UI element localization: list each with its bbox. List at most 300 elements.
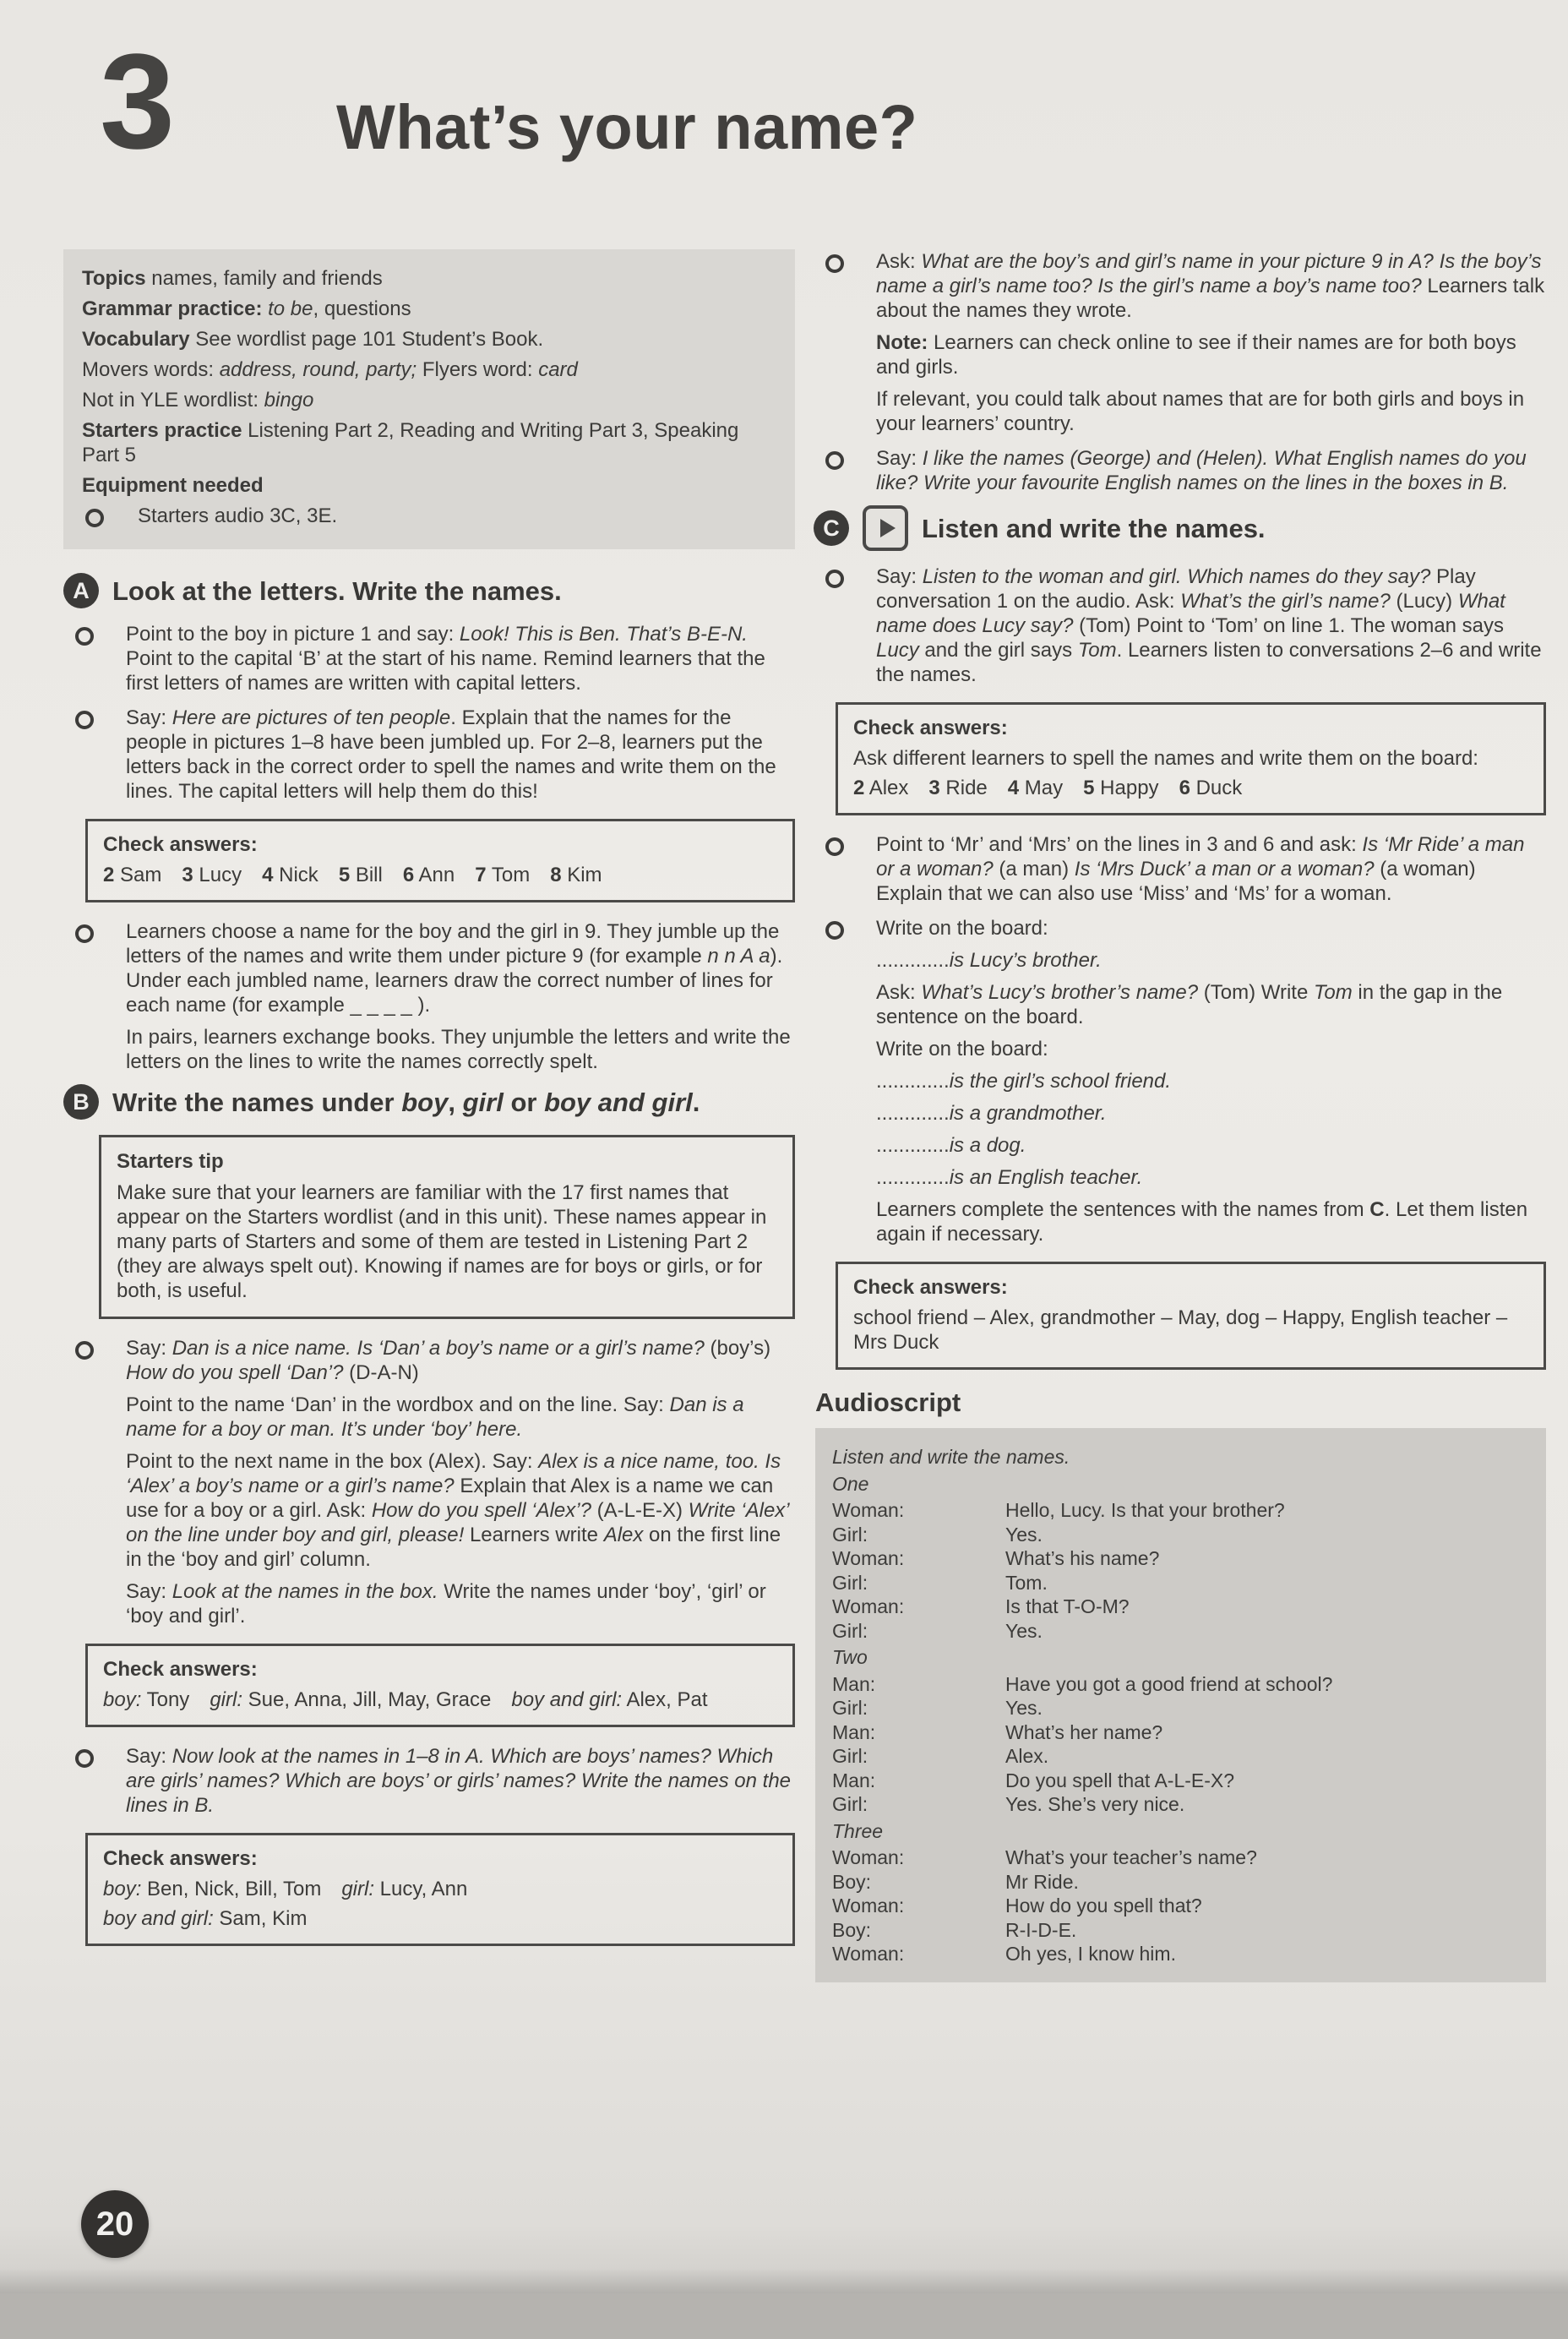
text-segment: Movers words: (82, 358, 220, 381)
text-segment: school friend – Alex, grandmother – May, dog – Happy, English teacher – Mrs Duck (853, 1306, 1508, 1354)
text-segment: Ask different learners to spell the names and write them on the board: (853, 747, 1478, 770)
text-segment: is a grandmother. (949, 1102, 1107, 1125)
bullet-icon (825, 837, 844, 856)
audioscript-speaker: Girl: (832, 1571, 868, 1594)
paragraph (876, 249, 1546, 323)
text-segment: Sue, Anna, Jill, May, Grace (242, 1688, 512, 1711)
bullet-item (63, 706, 795, 804)
text-segment: Ann (414, 864, 476, 886)
text-segment: . Let them listen again if necessary. (876, 1198, 1528, 1246)
paragraph (876, 1101, 1546, 1126)
bullet-item (814, 832, 1546, 906)
left-column (63, 249, 795, 1963)
paragraph (876, 832, 1546, 906)
bullet-icon (825, 921, 844, 940)
audioscript-text: Alex. (1005, 1745, 1049, 1767)
info-line-text (82, 267, 383, 290)
audioscript-text: What’s his name? (1005, 1547, 1160, 1569)
text-segment: (D-A-N) (343, 1361, 419, 1384)
text-segment: Listening Part 2, Reading and Writing Part 3, Speaking Part 5 (82, 419, 739, 466)
paragraph (117, 1180, 777, 1303)
bullet-icon (75, 627, 94, 646)
text-segment: names, family and friends (145, 267, 383, 290)
text-segment: Say: (876, 565, 923, 588)
page-number-badge (81, 2190, 149, 2258)
page-title: What’s your name? (336, 92, 918, 162)
text-segment: card (538, 358, 578, 381)
text-segment: Lucy, Ann (374, 1878, 468, 1900)
check-answers-line (853, 746, 1528, 771)
bullet-item (814, 564, 1546, 687)
text-segment: 6 (1179, 777, 1190, 799)
audioscript-text: Do you spell that A-L-E-X? (1005, 1769, 1235, 1791)
text-segment: in the gap in the sentence on the board. (876, 981, 1503, 1028)
text-segment: address, round, party; (219, 358, 417, 381)
text-segment: C (1369, 1198, 1385, 1221)
text-segment: Say: (126, 1745, 172, 1768)
check-answers-box (836, 702, 1546, 815)
check-answers-box (85, 819, 795, 902)
audioscript-line (832, 1595, 1529, 1618)
text-segment: What’s the girl’s name? (1180, 590, 1391, 613)
info-line (82, 297, 775, 321)
text-segment: (A-L-E-X) (591, 1499, 689, 1522)
audioscript-line (832, 1547, 1529, 1570)
bullet-body (126, 706, 795, 804)
text-segment: bingo (264, 389, 314, 412)
audioscript-speaker: Girl: (832, 1523, 868, 1546)
paragraph (876, 1037, 1546, 1061)
text-segment: to be (268, 297, 313, 320)
text-segment: Dan is a nice name. Is ‘Dan’ a boy’s name or a girl’s name? (172, 1337, 705, 1360)
check-answers-line (853, 1306, 1528, 1355)
check-answers-box (85, 1833, 795, 1946)
audioscript-stage-direction: Two (832, 1646, 868, 1668)
section-heading-A (63, 573, 795, 608)
audioscript-stage-direction: One (832, 1472, 869, 1495)
text-segment: (Lucy) (1390, 590, 1458, 613)
audioscript-text: Yes. (1005, 1697, 1043, 1719)
text-segment: (Tom) Write (1198, 981, 1314, 1004)
text-segment: , questions (313, 297, 411, 320)
text-segment: How do you spell ‘Dan’? (126, 1361, 344, 1384)
audioscript-line (832, 1620, 1529, 1643)
text-segment: Flyers word: (416, 358, 539, 381)
unit-info-box (63, 249, 795, 549)
section-b-badge: B (63, 1084, 99, 1120)
text-segment: 3 (182, 864, 193, 886)
info-line-text (82, 419, 738, 466)
paragraph (126, 622, 795, 695)
audioscript-line (832, 1846, 1529, 1869)
text-segment: Note: (876, 331, 928, 354)
audioscript-text: Is that T-O-M? (1005, 1595, 1130, 1617)
check-answers-line (103, 863, 777, 887)
audioscript-text: Oh yes, I know him. (1005, 1943, 1176, 1965)
audioscript-text: Tom. (1005, 1571, 1048, 1594)
text-segment: ............. (876, 949, 950, 972)
text-segment: ............. (876, 1166, 950, 1189)
info-line-text (82, 297, 411, 320)
text-segment: Ride (939, 777, 1008, 799)
text-segment: Alex (864, 777, 929, 799)
section-heading-text (112, 575, 562, 606)
text-segment: Tony (141, 1688, 210, 1711)
paragraph (876, 1133, 1546, 1158)
audioscript-line (832, 1524, 1529, 1546)
text-segment: 5 (338, 864, 351, 886)
text-segment: Kim (561, 864, 602, 886)
audioscript-text: Have you got a good friend at school? (1005, 1672, 1333, 1695)
audioscript-text: What’s her name? (1005, 1720, 1163, 1743)
text-segment: boy and girl (544, 1087, 693, 1117)
paragraph (876, 387, 1546, 436)
text-segment: Sam, Kim (213, 1907, 308, 1930)
audioscript-text: R-I-D-E. (1005, 1918, 1077, 1941)
text-segment: Write on the board: (876, 1038, 1048, 1060)
text-segment: Write the names under (112, 1087, 402, 1117)
text-segment: Write the names under ‘boy’, ‘girl’ or ‘boy and girl’. (126, 1580, 766, 1627)
paragraph (126, 1336, 795, 1385)
audioscript-speaker: Man: (832, 1769, 876, 1791)
audioscript-speaker: Woman: (832, 1943, 905, 1965)
text-segment: (Tom) Point to ‘Tom’ on line 1. The woman says (1073, 614, 1505, 637)
audioscript-speaker: Girl: (832, 1697, 868, 1719)
audioscript-box (815, 1428, 1546, 1982)
text-segment: and the girl says (918, 639, 1078, 662)
audioscript-line (832, 1919, 1529, 1942)
text-segment: Say: (876, 447, 923, 470)
bullet-icon (825, 451, 844, 470)
info-line (82, 388, 775, 412)
text-segment: Starters audio 3C, 3E. (138, 504, 338, 527)
section-c-badge: C (814, 510, 849, 546)
audioscript-stage-direction: Three (832, 1819, 884, 1842)
text-segment: Bill (350, 864, 403, 886)
text-segment: Tom (1313, 981, 1353, 1004)
audioscript-speaker: Girl: (832, 1745, 868, 1767)
audioscript-line (832, 1943, 1529, 1966)
section-a-badge: A (63, 573, 99, 608)
text-segment: Lucy (193, 864, 263, 886)
text-segment: . (692, 1087, 700, 1117)
bullet-item (63, 1336, 795, 1628)
text-segment: (boy’s) (704, 1337, 771, 1360)
text-segment: Point to the boy in picture 1 and say: (126, 623, 460, 646)
section-heading-text (922, 513, 1266, 543)
text-segment: I like the names (George) and (Helen). What English names do you like? Write your favourite English names on the lines in the boxes in B. (876, 447, 1527, 494)
audioscript-text: Hello, Lucy. Is that your brother? (1005, 1499, 1285, 1521)
text-segment: Is ‘Mrs Duck’ a man or a woman? (1074, 858, 1375, 881)
text-segment: ............. (876, 1102, 950, 1125)
text-segment: girl (462, 1087, 504, 1117)
audioscript-speaker: Woman: (832, 1595, 905, 1617)
audioscript-speaker: Girl: (832, 1619, 868, 1642)
audioscript-line (832, 1572, 1529, 1595)
text-segment: Ben, Nick, Bill, Tom (141, 1878, 342, 1900)
text-segment: is Lucy’s brother. (949, 949, 1102, 972)
text-segment: Write ‘Alex’ on the line under boy and girl, please! (126, 1499, 789, 1546)
text-segment: (a man) (993, 858, 1075, 881)
text-segment: (a woman) Explain that we can also use ‘Miss’ and ‘Ms’ for a woman. (876, 858, 1476, 905)
text-segment: In pairs, learners exchange books. They unjumble the letters and write the letters on the lines to write the names correctly spelt. (126, 1026, 791, 1073)
audioscript-text: Yes. (1005, 1619, 1043, 1642)
info-line-text (82, 358, 578, 381)
bullet-icon (85, 509, 104, 527)
section-heading-C (814, 505, 1546, 551)
text-segment: Vocabulary (82, 328, 190, 351)
check-answers-line (103, 1877, 777, 1901)
audioscript-line (832, 1871, 1529, 1894)
info-line (82, 473, 775, 498)
text-segment: If relevant, you could talk about names that are for both girls and boys in your learners’ country. (876, 388, 1525, 435)
audioscript-text: How do you spell that? (1005, 1895, 1202, 1916)
text-segment: Say: (126, 706, 172, 729)
text-segment: Play conversation 1 on the audio. Ask: (876, 565, 1476, 613)
text-segment: 6 (402, 864, 415, 886)
info-line (82, 504, 775, 528)
paragraph (876, 916, 1546, 941)
text-segment: . Learners listen to conversations 2–6 and write the names. (876, 639, 1542, 686)
paragraph (876, 564, 1546, 687)
text-segment: Point to ‘Mr’ and ‘Mrs’ on the lines in 3 and 6 and ask: (876, 833, 1363, 856)
info-line-text (82, 328, 543, 351)
audioscript-heading: Audioscript (815, 1388, 961, 1417)
text-segment: See wordlist page 101 Student’s Book. (189, 328, 544, 351)
check-answers-title: Check answers: (853, 1276, 1008, 1299)
text-segment: Topics (82, 267, 146, 290)
text-segment: Point to the name ‘Dan’ in the wordbox and on the line. Say: (126, 1393, 670, 1416)
text-segment: Not in YLE wordlist: (82, 389, 264, 412)
text-segment: ............. (876, 1134, 950, 1157)
text-segment: Learners choose a name for the boy and the girl in 9. They jumble up the letters of the names and write them under picture 9 (for example (126, 920, 780, 968)
audioscript-speaker: Woman: (832, 1895, 905, 1916)
bullet-icon (75, 1341, 94, 1360)
check-answers-box (836, 1262, 1546, 1370)
text-segment: Grammar practice: (82, 297, 263, 320)
check-answers-box (85, 1644, 795, 1727)
audioscript-text: Yes. (1005, 1523, 1043, 1546)
section-heading-text (112, 1087, 700, 1117)
check-answers-line (103, 1906, 777, 1931)
bullet-item (63, 1744, 795, 1818)
audioscript-line (832, 1769, 1529, 1792)
text-segment: Now look at the names in 1–8 in A. Which are boys’ names? Which are girls’ names? Which are boys’ or girls’ names? Write the names on the lines in B. (126, 1745, 792, 1817)
text-segment: Sam (114, 864, 182, 886)
audioscript-line (832, 1895, 1529, 1917)
text-segment: is the girl’s school friend. (949, 1070, 1172, 1093)
check-answers-line (103, 1687, 777, 1712)
text-segment: is an English teacher. (949, 1166, 1143, 1189)
paragraph (126, 1025, 795, 1074)
unit-number: 3 (100, 25, 172, 177)
text-segment: girl: (210, 1688, 242, 1711)
text-segment: Listen to the woman and girl. Which names do they say? (922, 565, 1431, 588)
play-triangle-icon (880, 519, 896, 537)
text-segment: Learners write (464, 1524, 604, 1546)
text-segment: Tom (1077, 639, 1117, 662)
text-segment: or (503, 1087, 545, 1117)
bullet-item (63, 919, 795, 1074)
text-segment: on the first line in the ‘boy and girl’ column. (126, 1524, 781, 1571)
bullet-body (876, 446, 1546, 495)
paragraph (126, 1393, 795, 1442)
text-segment: What name does Lucy say? (876, 590, 1505, 637)
check-answers-line (853, 776, 1528, 800)
info-line (82, 418, 775, 467)
text-segment: Here are pictures of ten people (172, 706, 451, 729)
check-answers-title: Check answers: (103, 833, 258, 856)
audioscript-speaker: Girl: (832, 1793, 868, 1815)
text-segment: 4 (1007, 777, 1020, 799)
text-segment: Dan is a name for a boy or man. It’s under ‘boy’ here. (126, 1393, 744, 1441)
text-segment: 4 (262, 864, 274, 886)
audioscript-speaker: Boy: (832, 1918, 872, 1941)
text-segment: 7 (475, 864, 487, 886)
text-segment: is a dog. (949, 1134, 1026, 1157)
text-segment: 8 (550, 864, 562, 886)
info-line (82, 327, 775, 352)
right-column (814, 249, 1546, 1982)
audioscript-text: What’s your teacher’s name? (1005, 1846, 1257, 1868)
audioscript-stage-direction: Listen and write the names. (832, 1446, 1070, 1468)
text-segment: Happy (1094, 777, 1179, 799)
audioscript-speaker: Woman: (832, 1846, 905, 1868)
text-segment: boy: (103, 1688, 142, 1711)
bullet-body (876, 916, 1546, 1246)
bullet-body (126, 919, 795, 1074)
text-segment: , (448, 1087, 463, 1117)
text-segment: Tom (486, 864, 551, 886)
info-line-text (82, 389, 313, 412)
text-segment: boy and girl: (511, 1688, 623, 1711)
text-segment: Write on the board: (876, 917, 1048, 940)
bullet-body (126, 622, 795, 695)
text-segment: Look at the names in the box. (172, 1580, 438, 1603)
paragraph (126, 1579, 795, 1628)
text-segment: Duck (1190, 777, 1243, 799)
bullet-icon (825, 254, 844, 273)
paragraph (876, 1197, 1546, 1246)
bullet-icon (75, 711, 94, 729)
text-segment: Say: (126, 1337, 172, 1360)
text-segment: 5 (1083, 777, 1095, 799)
paragraph (876, 330, 1546, 379)
text-segment: boy and girl: (103, 1907, 214, 1930)
paragraph (876, 1069, 1546, 1093)
bullet-item (814, 446, 1546, 495)
paragraph (876, 948, 1546, 973)
audioscript-line (832, 1673, 1529, 1696)
bullet-body (876, 249, 1546, 436)
starters-tip-box (99, 1135, 795, 1319)
text-segment: Listen and write the names. (922, 513, 1266, 543)
text-segment: Look at the letters. Write the names. (112, 575, 562, 606)
audioscript-speaker: Woman: (832, 1499, 905, 1521)
audioscript-line (832, 1745, 1529, 1768)
info-line-text (138, 504, 337, 528)
section-heading-B (63, 1084, 795, 1120)
audioscript-speaker: Boy: (832, 1870, 872, 1893)
text-segment: What are the boy’s and girl’s name in your picture 9 in A? Is the boy’s name a girl’s name too? Is the girl’s name a boy’s name too? (876, 250, 1542, 297)
text-segment: Explain that Alex is a name we can use for a boy or a girl. Ask: (126, 1475, 774, 1522)
text-segment: What’s Lucy’s brother’s name? (921, 981, 1199, 1004)
text-segment: Lucy (876, 639, 919, 662)
text-segment: Equipment needed (82, 474, 264, 497)
text-segment: Alex, Pat (622, 1688, 708, 1711)
text-segment: Look! This is Ben. That’s B-E-N. (459, 623, 748, 646)
text-segment: Say: (126, 1580, 172, 1603)
paragraph (876, 980, 1546, 1029)
text-segment: 2 (103, 864, 115, 886)
bullet-icon (75, 924, 94, 943)
text-segment: Make sure that your learners are familiar with the 17 first names that appear on the Starters wordlist (and in this unit). These names appear in many parts of Starters and some of them are tested in Listening Part 2 (they are always spelt out). Knowing if names are for boys or girls, or for both, is useful. (117, 1181, 767, 1302)
paragraph (126, 919, 795, 1017)
content-columns (63, 249, 1546, 1982)
bullet-item (63, 622, 795, 695)
text-segment: boy: (103, 1878, 142, 1900)
text-segment: . Explain that the names for the people in pictures 1–8 have been jumbled up. For 2–8, learners put the letters back in the correct order to spell the names and write them on the lines. The capital letters will help them do this! (126, 706, 776, 803)
check-answers-title: Check answers: (103, 1658, 258, 1681)
bullet-body (876, 564, 1546, 687)
audioscript-line (832, 1499, 1529, 1522)
check-answers-title: Check answers: (103, 1847, 258, 1870)
bullet-body (126, 1336, 795, 1628)
bullet-icon (75, 1749, 94, 1768)
audioscript-line (832, 1793, 1529, 1816)
paragraph (126, 1449, 795, 1572)
check-answers-title: Check answers: (853, 717, 1008, 739)
audioscript-text: Yes. She’s very nice. (1005, 1793, 1185, 1815)
play-icon (863, 505, 908, 551)
text-segment: Point to the capital ‘B’ at the start of his name. Remind learners that the first letters of names are written with capital letters. (126, 647, 765, 695)
text-segment: 3 (928, 777, 940, 799)
text-segment: How do you spell ‘Alex’? (371, 1499, 591, 1522)
page-number: 20 (95, 2205, 134, 2243)
bullet-body (876, 832, 1546, 906)
paragraph (876, 1165, 1546, 1190)
paragraph (876, 446, 1546, 495)
text-segment: girl: (341, 1878, 374, 1900)
text-segment: Ask: (876, 981, 922, 1004)
audioscript-text: Mr Ride. (1005, 1870, 1079, 1893)
text-segment: ). Under each jumbled name, learners draw the correct number of lines for each name (for example _ _ _ _ ). (126, 945, 783, 1017)
audioscript-speaker: Woman: (832, 1547, 905, 1569)
text-segment: May (1019, 777, 1084, 799)
paragraph (126, 1744, 795, 1818)
info-line-text (82, 474, 264, 497)
audioscript-speaker: Man: (832, 1720, 876, 1743)
bullet-item (814, 916, 1546, 1246)
info-line (82, 266, 775, 291)
info-line (82, 357, 775, 382)
text-segment: 2 (853, 777, 865, 799)
text-segment: n n A a (707, 945, 770, 968)
text-segment: Learners can check online to see if their names are for both boys and girls. (876, 331, 1516, 379)
starters-tip-title: Starters tip (117, 1150, 224, 1173)
text-segment: Nick (273, 864, 339, 886)
text-segment: Alex (603, 1524, 644, 1546)
text-segment: Learners talk about the names they wrote. (876, 275, 1545, 322)
audioscript-speaker: Man: (832, 1672, 876, 1695)
text-segment: Starters practice (82, 419, 242, 442)
bullet-body (126, 1744, 795, 1818)
text-segment: Learners complete the sentences with the names from (876, 1198, 1370, 1221)
text-segment: Point to the next name in the box (Alex). Say: (126, 1450, 539, 1473)
bullet-icon (825, 570, 844, 588)
text-segment: Is ‘Mr Ride’ a man or a woman? (876, 833, 1525, 881)
bullet-item (814, 249, 1546, 436)
